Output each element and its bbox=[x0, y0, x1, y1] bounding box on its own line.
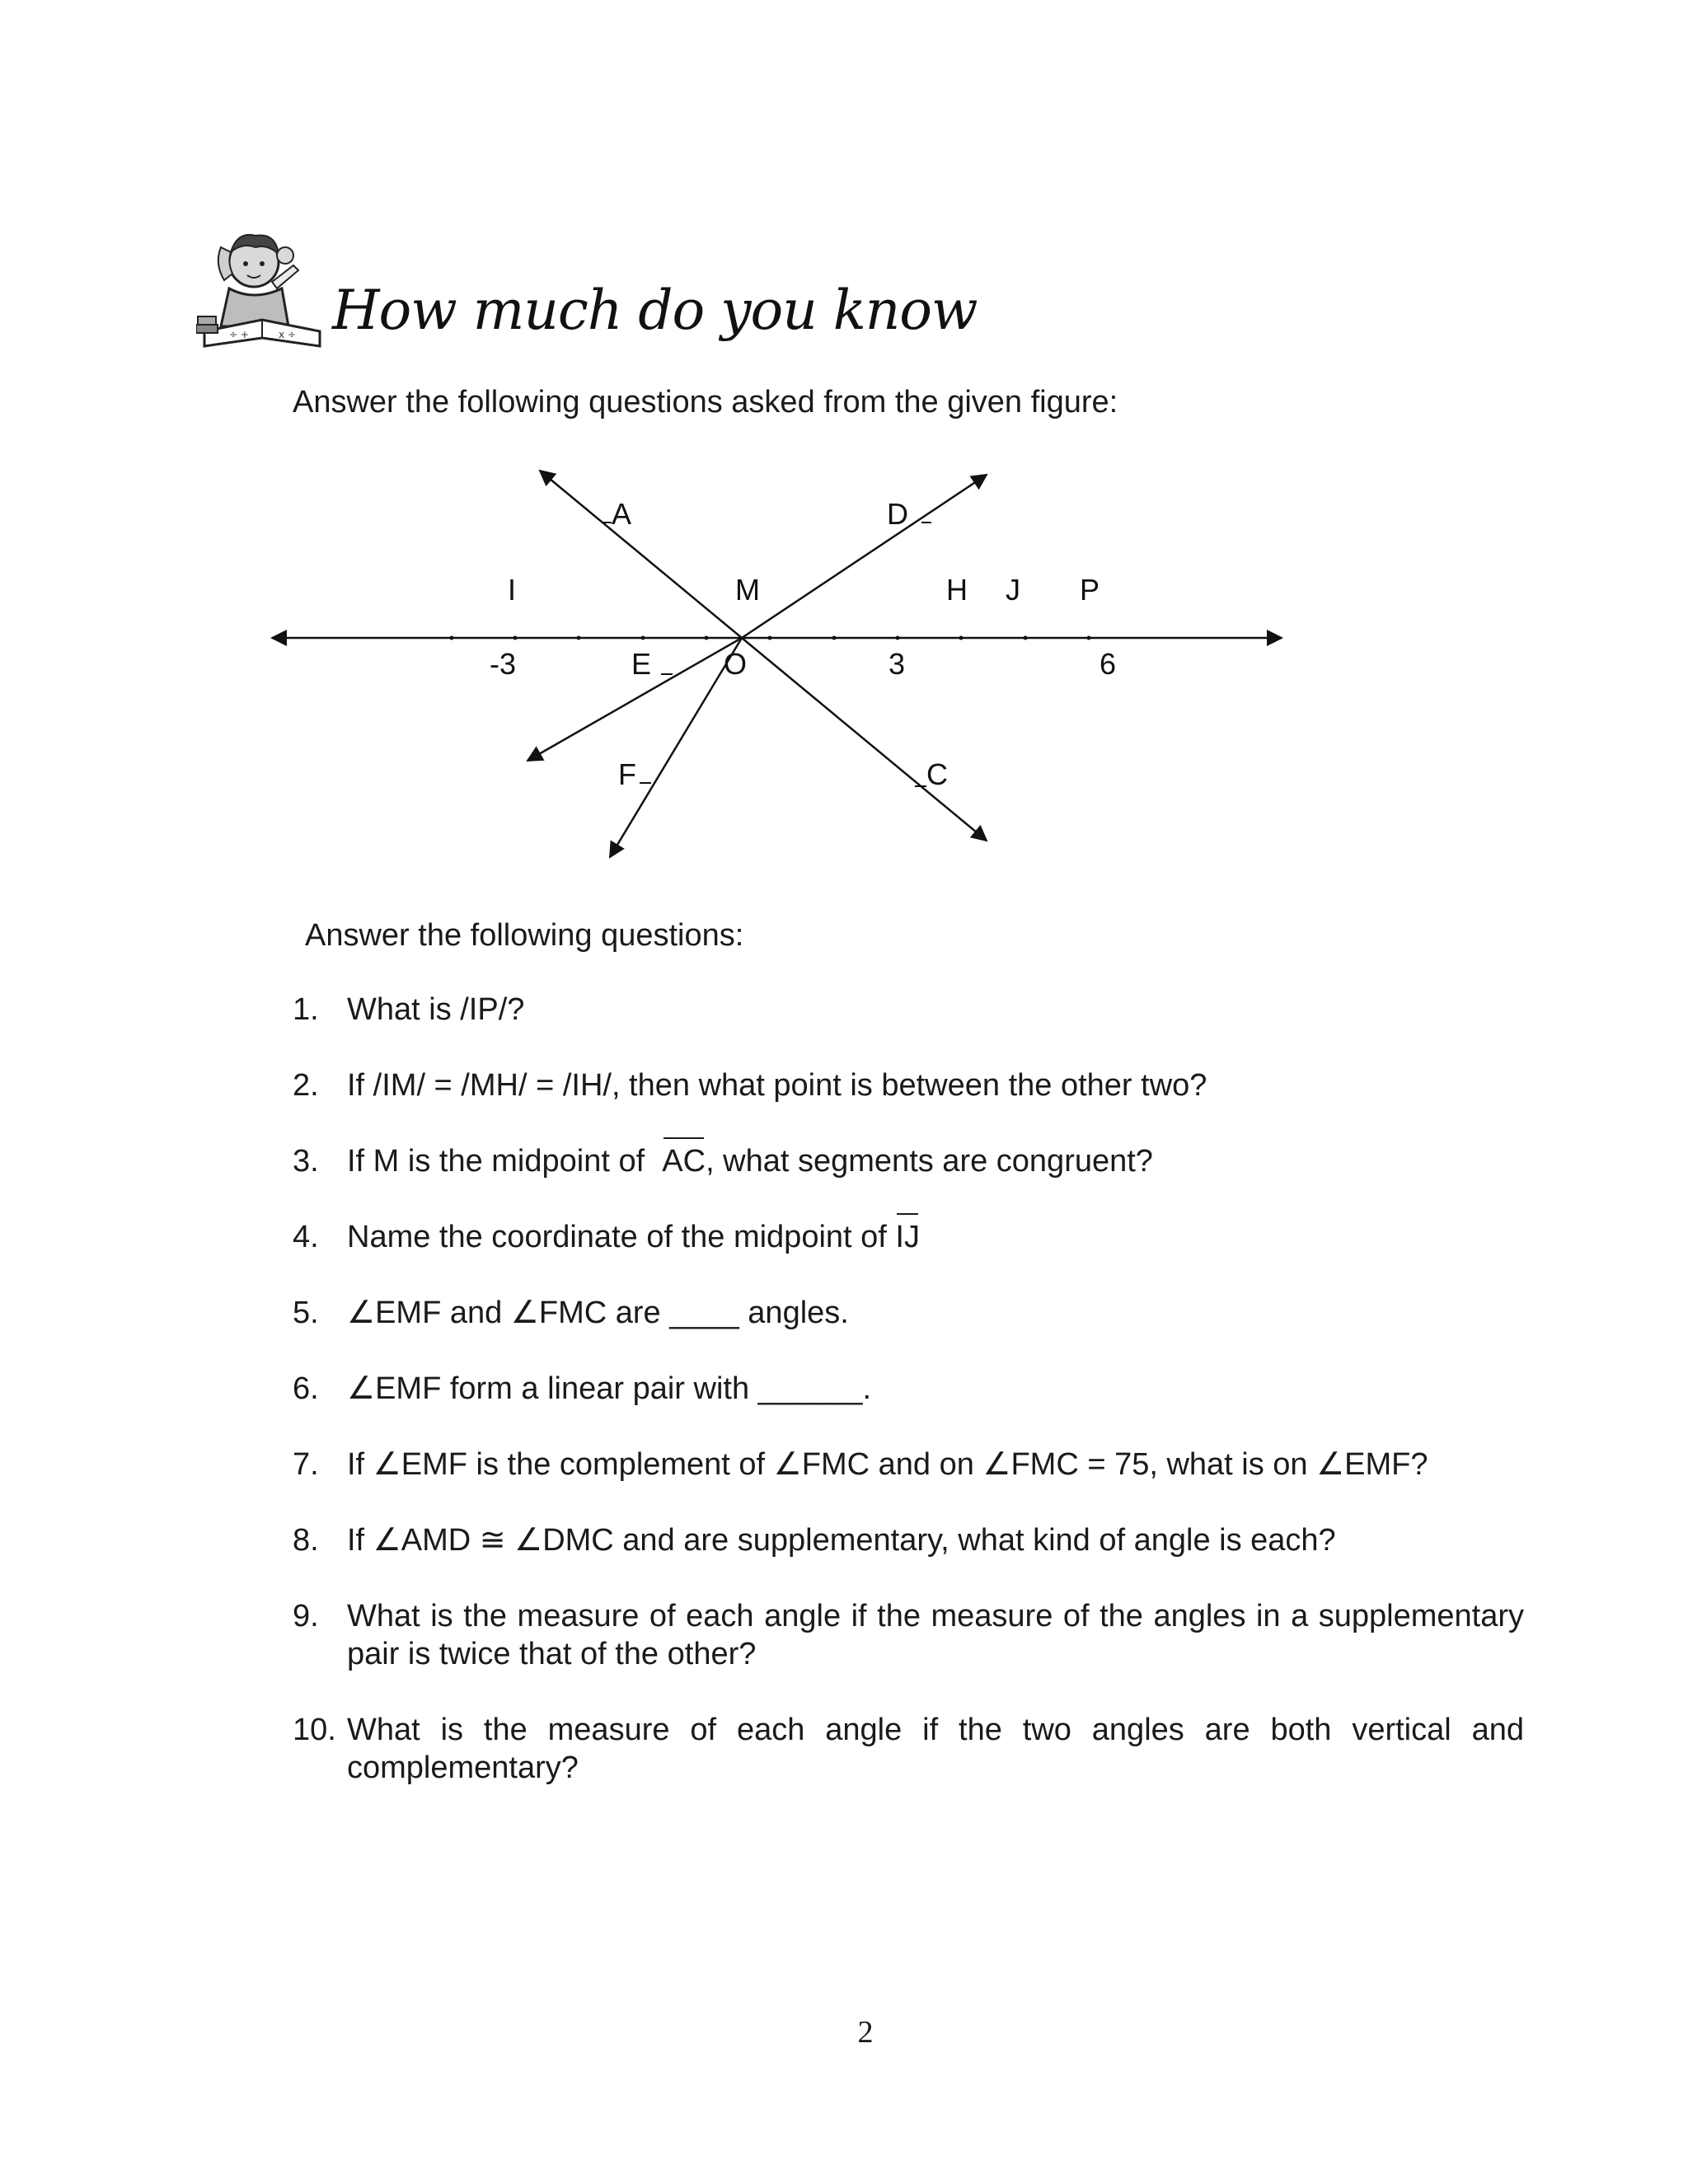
ray-mf bbox=[610, 638, 742, 857]
questions-heading: Answer the following questions: bbox=[305, 918, 744, 953]
label-c: C bbox=[926, 757, 948, 791]
thinking-student-icon bbox=[196, 223, 328, 354]
segment-ij: IJ bbox=[895, 1220, 920, 1254]
svg-text:x ÷: x ÷ bbox=[279, 329, 296, 340]
label-o: O bbox=[724, 647, 748, 681]
question-item: 2. If /IM/ = /MH/ = /IH/, then what point is between the other two? bbox=[293, 1068, 1207, 1103]
tick-label-6: 6 bbox=[1100, 647, 1117, 681]
label-e: E bbox=[631, 647, 652, 681]
question-item: 6. ∠EMF form a linear pair with ______. bbox=[293, 1371, 871, 1406]
question-list bbox=[293, 991, 1529, 1825]
question-item: 7. If ∠EMF is the complement of ∠FMC and on ∠FMC = 75, what is on ∠EMF? bbox=[293, 1447, 1428, 1482]
ray-ma bbox=[540, 471, 742, 638]
svg-text:÷ +: ÷ + bbox=[229, 329, 249, 340]
page-title: How much do you know bbox=[332, 279, 978, 342]
label-m: M bbox=[735, 573, 760, 607]
label-p: P bbox=[1080, 573, 1100, 607]
question-item: 4. Name the coordinate of the midpoint of IJ bbox=[293, 1220, 920, 1254]
question-item: 5. ∠EMF and ∠FMC are ____ angles. bbox=[293, 1296, 849, 1330]
label-i: I bbox=[508, 573, 517, 607]
question-item: 3. If M is the midpoint of AC, what segments are congruent? bbox=[293, 1144, 1153, 1179]
tick-label-neg3: -3 bbox=[490, 647, 517, 681]
question-item: 8. If ∠AMD ≅ ∠DMC and are supplementary, what kind of angle is each? bbox=[293, 1523, 1336, 1558]
tick-label-3: 3 bbox=[889, 647, 906, 681]
question-item: 9. What is the measure of each angle if the measure of the angles in a supplementary pair is twice that of the other? bbox=[293, 1599, 1524, 1671]
label-h: H bbox=[946, 573, 968, 607]
ray-mc bbox=[742, 638, 987, 841]
lines-figure bbox=[256, 452, 1319, 880]
ray-md bbox=[742, 475, 987, 638]
label-f: F bbox=[618, 757, 636, 791]
question-item: 10. What is the measure of each angle if the two angles are both vertical and complementary? bbox=[293, 1713, 1524, 1785]
label-d: D bbox=[887, 497, 908, 531]
question-item: 1. What is /IP/? bbox=[293, 992, 525, 1027]
label-a: A bbox=[612, 497, 632, 531]
label-j: J bbox=[1006, 573, 1020, 607]
segment-ac: AC bbox=[662, 1144, 706, 1179]
page-number: 2 bbox=[857, 2015, 874, 2050]
header bbox=[196, 223, 1020, 363]
intro-text: Answer the following questions asked from the given figure: bbox=[293, 385, 1118, 419]
